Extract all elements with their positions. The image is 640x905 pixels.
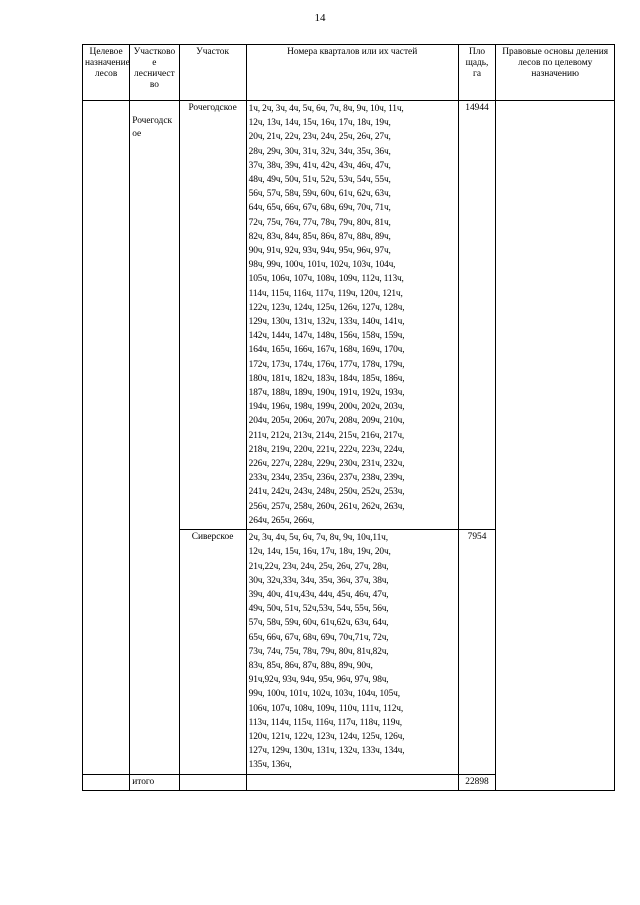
purpose-cell [83, 101, 130, 775]
header-section: Участок [179, 45, 246, 101]
page-number: 14 [314, 12, 326, 24]
table-row [83, 101, 615, 530]
forestry-name: Рочегодск ое [130, 101, 179, 775]
total-empty-cell [179, 774, 246, 790]
header-row [83, 45, 615, 101]
area-value: 7954 [458, 530, 496, 774]
forest-division-table [82, 44, 615, 791]
total-label: итого [130, 774, 179, 790]
header-area: Пло щадь, га [458, 45, 496, 101]
header-forestry: Участково е лесничест во [130, 45, 179, 101]
section-name: Сиверское [179, 530, 246, 774]
header-purpose: Целевое назначение лесов [83, 45, 130, 101]
total-empty-cell [83, 774, 130, 790]
header-legal-basis: Правовые основы деления лесов по целевому назначению [496, 45, 615, 101]
legal-basis-cell [496, 101, 615, 791]
quarters-list: 2ч, 3ч, 4ч, 5ч, 6ч, 7ч, 8ч, 9ч, 10ч,11ч, 12ч, 14ч, 15ч, 16ч, 17ч, 18ч, 19ч, 20ч, 21ч,22ч, 23ч, 24ч, 25ч, 26ч, 27ч, 28ч, 30ч, 32ч,33ч, 34ч, 35ч, 36ч, 37ч, 38ч, 39ч, 40ч, 41ч,43ч, 44ч, 45ч, 46ч, 47ч, 49ч, 50ч, 51ч, 52ч,53ч, 54ч, 55ч, 56ч, 57ч, 58ч, 59ч, 60ч, 61ч,62ч, 63ч, 64ч, 65ч, 66ч, 67ч, 68ч, 69ч, 70ч,71ч, 72ч, 73ч, 74ч, 75ч, 78ч, 79ч, 80ч, 81ч,82ч, 83ч, 85ч, 86ч, 87ч, 88ч, 89ч, 90ч, 91ч,92ч, 93ч, 94ч, 95ч, 96ч, 97ч, 98ч, 99ч, 100ч, 101ч, 102ч, 103ч, 104ч, 105ч, 106ч, 107ч, 108ч, 109ч, 110ч, 111ч, 112ч, 113ч, 114ч, 115ч, 116ч, 117ч, 118ч, 119ч, 120ч, 121ч, 122ч, 123ч, 124ч, 125ч, 126ч, 127ч, 129ч, 130ч, 131ч, 132ч, 133ч, 134ч, 135ч, 136ч, [246, 530, 458, 774]
header-quarters: Номера кварталов или их частей [246, 45, 458, 101]
quarters-list: 1ч, 2ч, 3ч, 4ч, 5ч, 6ч, 7ч, 8ч, 9ч, 10ч, 11ч, 12ч, 13ч, 14ч, 15ч, 16ч, 17ч, 18ч, 19ч, 20ч, 21ч, 22ч, 23ч, 24ч, 25ч, 26ч, 27ч, 28ч, 29ч, 30ч, 31ч, 32ч, 34ч, 35ч, 36ч, 37ч, 38ч, 39ч, 41ч, 42ч, 43ч, 46ч, 47ч, 48ч, 49ч, 50ч, 51ч, 52ч, 53ч, 54ч, 55ч, 56ч, 57ч, 58ч, 59ч, 60ч, 61ч, 62ч, 63ч, 64ч, 65ч, 66ч, 67ч, 68ч, 69ч, 70ч, 71ч, 72ч, 75ч, 76ч, 77ч, 78ч, 79ч, 80ч, 81ч, 82ч, 83ч, 84ч, 85ч, 86ч, 87ч, 88ч, 89ч, 90ч, 91ч, 92ч, 93ч, 94ч, 95ч, 96ч, 97ч, 98ч, 99ч, 100ч, 101ч, 102ч, 103ч, 104ч, 105ч, 106ч, 107ч, 108ч, 109ч, 112ч, 113ч, 114ч, 115ч, 116ч, 117ч, 119ч, 120ч, 121ч, 122ч, 123ч, 124ч, 125ч, 126ч, 127ч, 128ч, 129ч, 130ч, 131ч, 132ч, 133ч, 140ч, 141ч, 142ч, 144ч, 147ч, 148ч, 156ч, 158ч, 159ч, 164ч, 165ч, 166ч, 167ч, 168ч, 169ч, 170ч, 172ч, 173ч, 174ч, 176ч, 177ч, 178ч, 179ч, 180ч, 181ч, 182ч, 183ч, 184ч, 185ч, 186ч, 187ч, 188ч, 189ч, 190ч, 191ч, 192ч, 193ч, 194ч, 196ч, 198ч, 199ч, 200ч, 202ч, 203ч, 204ч, 205ч, 206ч, 207ч, 208ч, 209ч, 210ч, 211ч, 212ч, 213ч, 214ч, 215ч, 216ч, 217ч, 218ч, 219ч, 220ч, 221ч, 222ч, 223ч, 224ч, 226ч, 227ч, 228ч, 229ч, 230ч, 231ч, 232ч, 233ч, 234ч, 235ч, 236ч, 237ч, 238ч, 239ч, 241ч, 242ч, 243ч, 248ч, 250ч, 252ч, 253ч, 256ч, 257ч, 258ч, 260ч, 261ч, 262ч, 263ч, 264ч, 265ч, 266ч, [246, 101, 458, 530]
section-name: Рочегодское [179, 101, 246, 530]
total-area: 22898 [458, 774, 496, 790]
area-value: 14944 [458, 101, 496, 530]
total-empty-cell [246, 774, 458, 790]
